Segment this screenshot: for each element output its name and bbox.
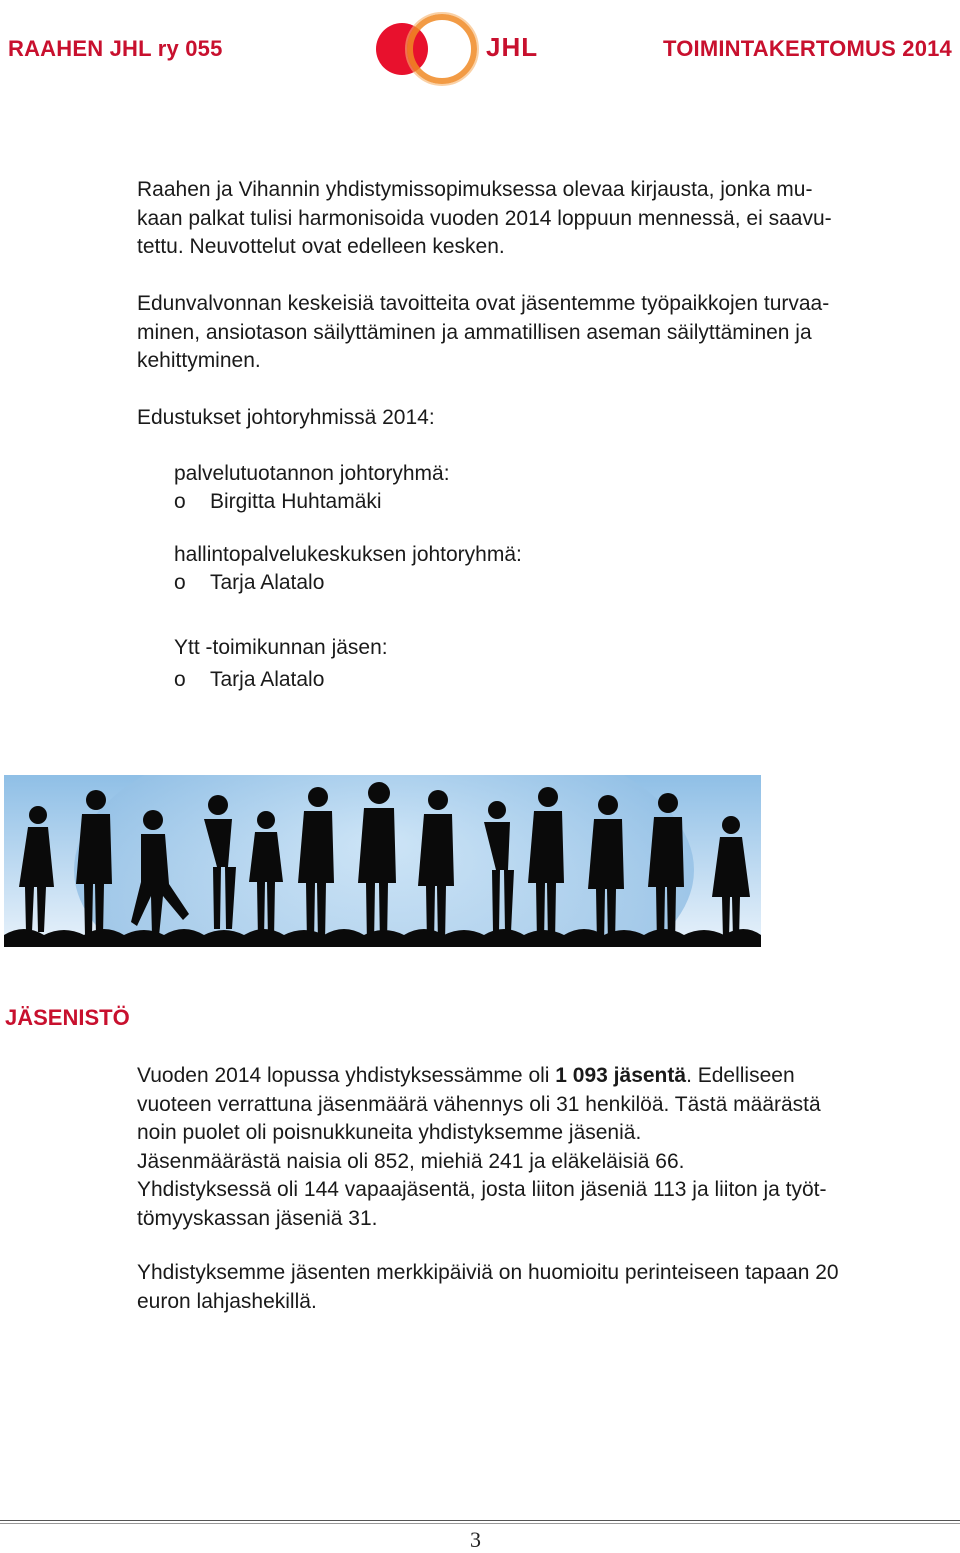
text-line: Jäsenmäärästä naisia oli 852, miehiä 241 ja eläkeläisiä 66. — [137, 1149, 685, 1173]
text-segment: Vuoden 2014 lopussa yhdistyksessämme oli — [137, 1064, 556, 1087]
bullet-marker: o — [174, 571, 186, 594]
footer-divider-secondary — [0, 1523, 960, 1524]
text-line: Raahen ja Vihannin yhdistymissopimuksessa olevaa kirjausta, jonka mu- — [137, 178, 813, 201]
group-member — [174, 490, 382, 514]
member-name: Tarja Alatalo — [210, 571, 325, 594]
page-number: 3 — [470, 1527, 481, 1552]
text-line: vuoteen verrattuna jäsenmäärä vähennys oli 31 henkilöä. Tästä määrästä — [137, 1092, 821, 1116]
representations-heading: Edustukset johtoryhmissä 2014: — [137, 406, 435, 429]
jhl-logo — [370, 4, 560, 94]
silhouette-illustration — [4, 775, 761, 947]
group-title: Ytt -toimikunnan jäsen: — [174, 636, 388, 659]
group-member — [174, 571, 324, 595]
text-line: Yhdistyksessä oli 144 vapaajäsentä, josta liiton jäseniä 113 ja liiton ja työt- — [137, 1178, 827, 1201]
text-line: kehittyminen. — [137, 349, 261, 372]
logo-text: JHL — [486, 32, 539, 62]
text-line: minen, ansiotason säilyttäminen ja ammatillisen aseman säilyttäminen ja — [137, 320, 812, 344]
paragraph-gift — [137, 1259, 937, 1316]
group-title: palvelutuotannon johtoryhmä: — [174, 462, 450, 485]
text-line: Yhdistyksemme jäsenten merkkipäiviä on huomioitu perinteiseen tapaan 20 — [137, 1261, 839, 1284]
paragraph-agreement — [137, 176, 937, 262]
member-name: Tarja Alatalo — [210, 668, 325, 691]
group-title: hallintopalvelukeskuksen johtoryhmä: — [174, 543, 522, 566]
group-member — [174, 668, 324, 692]
member-name: Birgitta Huhtamäki — [210, 490, 382, 513]
text-segment: . Edelliseen — [686, 1064, 795, 1087]
paragraph-membership — [137, 1062, 937, 1233]
section-title-membership: JÄSENISTÖ — [5, 1005, 130, 1030]
header-document-title: TOIMINTAKERTOMUS 2014 — [662, 36, 952, 61]
header-organization: RAAHEN JHL ry 055 — [8, 36, 223, 61]
text-line: tettu. Neuvottelut ovat edelleen kesken. — [137, 235, 505, 258]
text-line — [137, 1062, 937, 1091]
bullet-marker: o — [174, 490, 186, 513]
member-count: 1 093 jäsentä — [555, 1064, 687, 1087]
people-silhouette-banner — [4, 775, 761, 947]
footer-divider — [0, 1520, 960, 1521]
text-line: euron lahjashekillä. — [137, 1289, 317, 1313]
text-line: tömyyskassan jäseniä 31. — [137, 1206, 378, 1230]
text-line: kaan palkat tulisi harmonisoida vuoden 2014 loppuun mennessä, ei saavu- — [137, 206, 832, 230]
text-line: Edunvalvonnan keskeisiä tavoitteita ovat jäsentemme työpaikkojen turvaa- — [137, 292, 830, 315]
paragraph-goals — [137, 290, 937, 376]
bullet-marker: o — [174, 668, 186, 691]
text-line: noin puolet oli poisnukkuneita yhdistyksemme jäseniä. — [137, 1121, 642, 1144]
